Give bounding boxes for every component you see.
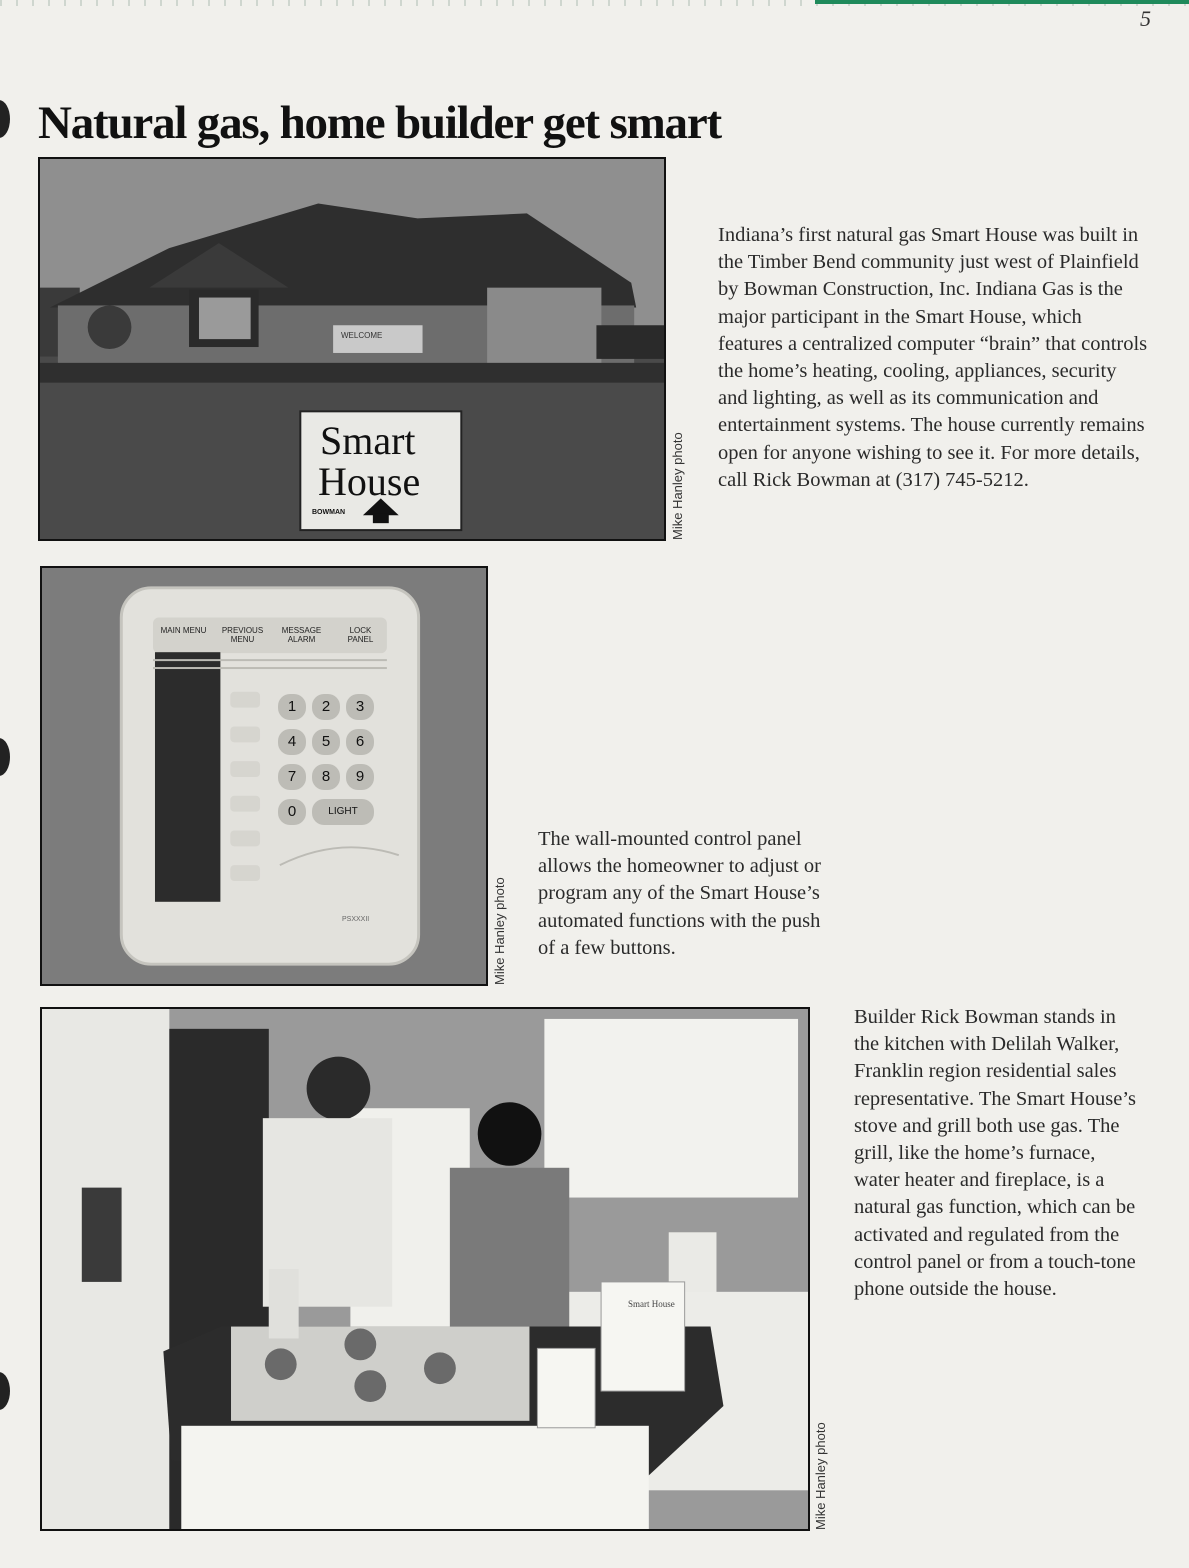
binder-hole	[0, 100, 10, 138]
keypad-key: 9	[346, 764, 374, 790]
photo-credit: Mike Hanley photo	[813, 1422, 828, 1530]
page-number: 5	[1140, 6, 1151, 31]
previous-menu-button: PREVIOUS MENU	[221, 626, 264, 644]
keypad-key: 6	[346, 729, 374, 755]
keypad-key: 7	[278, 764, 306, 790]
keypad-key: 8	[312, 764, 340, 790]
house-exterior-photo	[38, 157, 666, 541]
keypad-key: 0	[278, 799, 306, 825]
keypad-key: 1	[278, 694, 306, 720]
kitchen-caption: Builder Rick Bowman stands in the kitchen with Delilah Walker, Franklin region residential sales representative. The Smart House’s stove and grill both use gas. The grill, like the home’s furnace, water heater and fireplace, is a natural gas function, which can be activated and regulated from the control panel or from a touch-tone phone outside the house.	[854, 1006, 1136, 1301]
binder-hole	[0, 738, 10, 776]
keypad-key: 2	[312, 694, 340, 720]
kitchen-sign-text: Smart House	[628, 1299, 675, 1309]
builder-sign-label: BOWMAN	[312, 509, 346, 516]
house-caption: Indiana’s first natural gas Smart House was built in the Timber Bend community just west of Plainfield by Bowman Construction, Inc. Indiana Gas is the major participant in the Smart House, which features a centralized computer “brain” that controls the home’s heating, cooling, appliances, security and lighting, as well as its communication and entertainment systems. The house currently remains open for anyone wishing to see it. For more details, call Rick Bowman at (317) 745-5212.	[718, 224, 1148, 491]
kitchen-photo	[40, 1007, 810, 1531]
top-accent-bar	[815, 0, 1189, 4]
welcome-banner: WELCOME	[341, 331, 383, 340]
message-alarm-button: MESSAGE ALARM	[281, 626, 322, 644]
main-menu-button: MAIN MENU	[160, 626, 207, 635]
keypad-key: 4	[278, 729, 306, 755]
photo-credit: Mike Hanley photo	[670, 432, 685, 540]
panel-keypad	[278, 694, 374, 825]
smart-house-sign-line2: House	[318, 459, 421, 504]
light-key: LIGHT	[312, 799, 374, 825]
control-panel-photo	[40, 566, 488, 986]
binder-hole	[0, 1372, 10, 1410]
control-panel-caption: The wall-mounted control panel allows the homeowner to adjust or program any of the Smart House’s automated functions with the push of a few buttons.	[538, 828, 821, 959]
lock-panel-button: LOCK PANEL	[347, 626, 374, 644]
photo-credit: Mike Hanley photo	[492, 877, 507, 985]
smart-house-sign-line1: Smart	[320, 418, 416, 463]
panel-model-label: PSXXXII	[342, 916, 370, 923]
keypad-key: 5	[312, 729, 340, 755]
panel-function-buttons	[154, 626, 390, 644]
keypad-key: 3	[346, 694, 374, 720]
headline: Natural gas, home builder get smart	[38, 97, 721, 149]
